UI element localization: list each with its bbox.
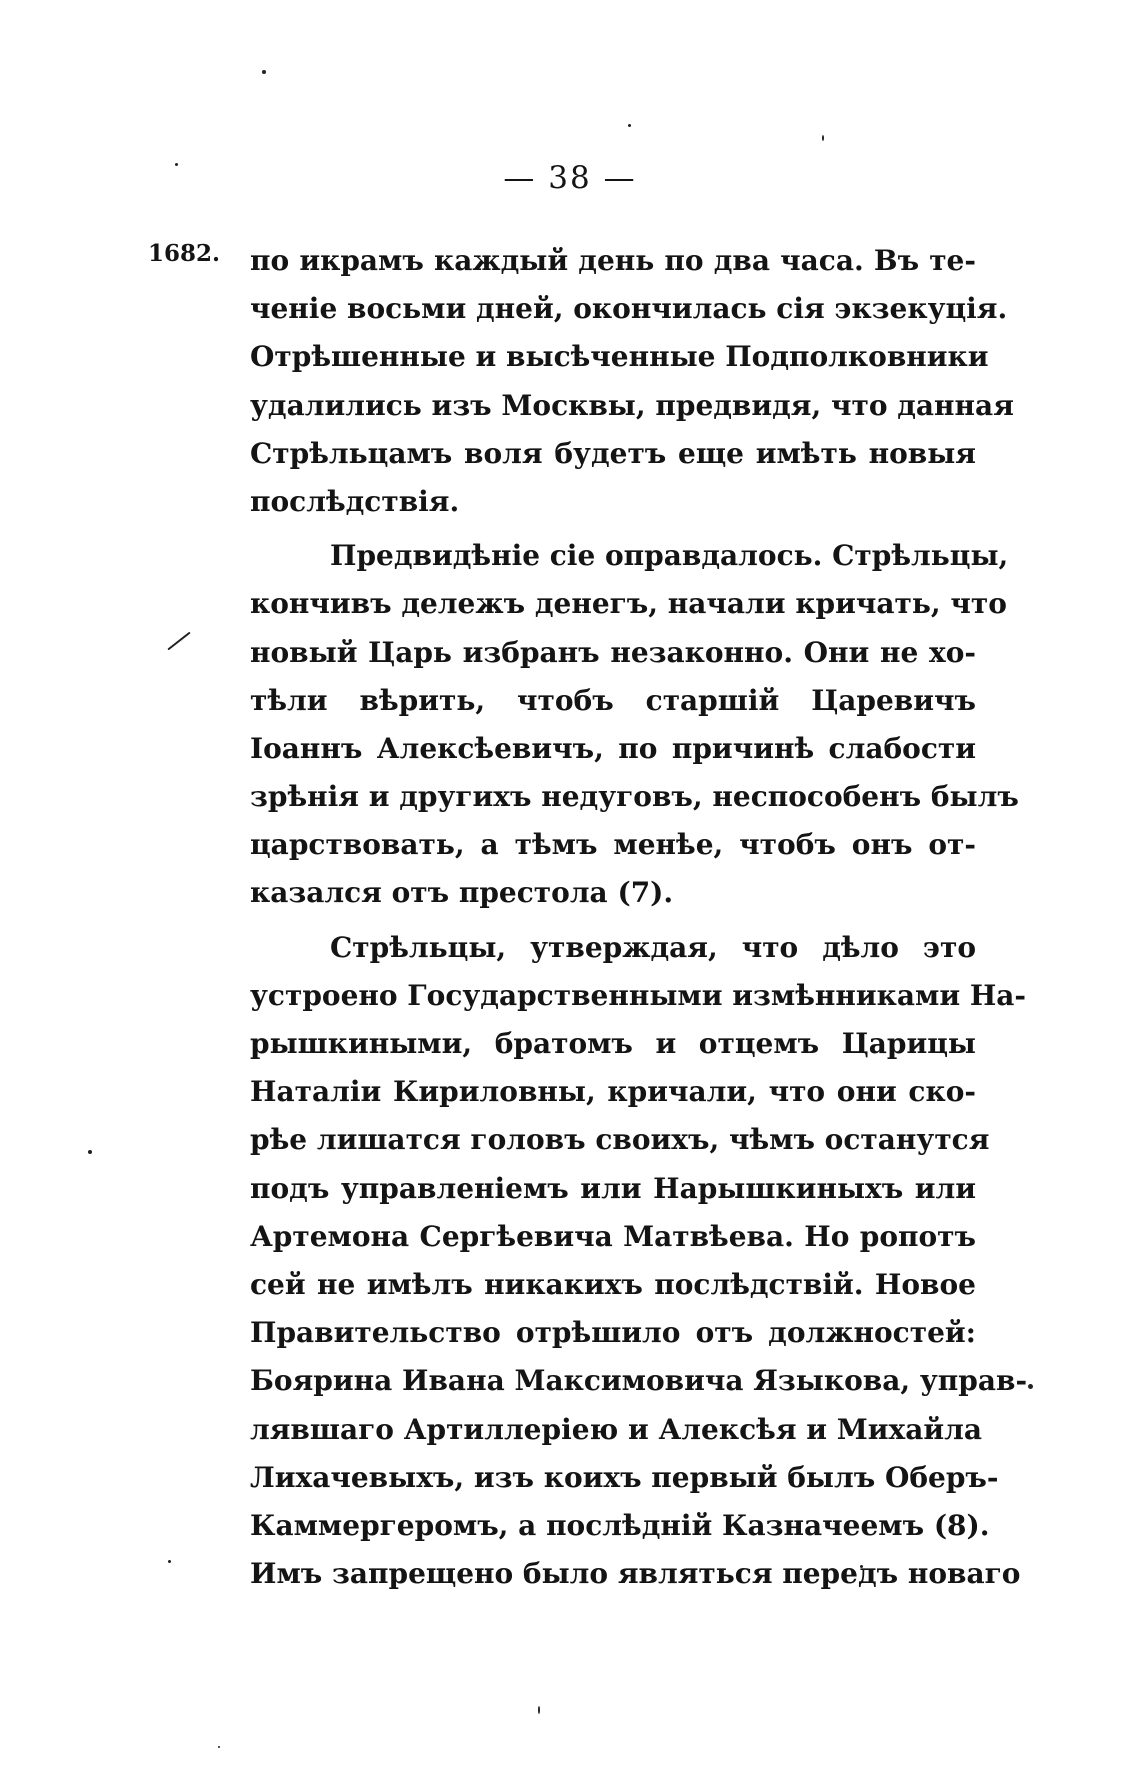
scan-speck <box>538 1706 540 1714</box>
paragraph-2 <box>250 532 1019 918</box>
text-line: подъ управленіемъ или Нарышкиныхъ или <box>250 1171 976 1205</box>
text-line: устроено Государственными измѣнниками На- <box>250 978 1027 1012</box>
text-line: Правительство отрѣшило отъ должностей: <box>250 1316 976 1350</box>
text-line: зрѣнія и другихъ недуговъ, неспособенъ былъ <box>250 780 1019 814</box>
text-line: Наталіи Кириловны, кричали, что они ско- <box>250 1075 976 1109</box>
body-text <box>250 237 1028 1598</box>
scan-speck <box>262 70 266 74</box>
text-line: Лихачевыхъ, изъ коихъ первый былъ Оберъ- <box>250 1460 999 1494</box>
text-line: сей не имѣлъ никакихъ послѣдствій. Новое <box>250 1267 976 1301</box>
text-line: ченіе восьми дней, окончилась сія экзекуція. <box>250 292 1008 326</box>
text-line: рѣе лишатся головъ своихъ, чѣмъ останутся <box>250 1123 990 1157</box>
text-line: послѣдствія. <box>250 484 460 518</box>
text-line: Іоаннъ Алексѣевичъ, по причинѣ слабости <box>250 731 976 765</box>
text-line: Отрѣшенные и высѣченные Подполковники <box>250 340 989 374</box>
text-line: кончивъ дележъ денегъ, начали кричать, что <box>250 587 1007 621</box>
text-line: Имъ запрещено было являться передъ новаго <box>250 1557 1021 1591</box>
text-line: тѣли вѣрить, чтобъ старшій Царевичъ <box>250 683 976 717</box>
scan-speck <box>1028 1384 1033 1389</box>
text-line: удалились изъ Москвы, предвидя, что данная <box>250 388 1014 422</box>
paragraph-3 <box>250 924 1028 1599</box>
text-line: рышкиными, братомъ и отцемъ Царицы <box>250 1027 976 1060</box>
paragraph-1 <box>250 237 1014 526</box>
page-number: — 38 — <box>503 160 637 196</box>
scan-speck <box>88 1150 92 1154</box>
scan-speck <box>218 1746 220 1748</box>
margin-year-note: 1682. <box>148 240 221 267</box>
text-line: Боярина Ивана Максимовича Языкова, управ- <box>250 1364 1028 1398</box>
text-line: лявшаго Артиллеріею и Алексѣя и Михайла <box>250 1412 983 1446</box>
text-line: Артемона Сергѣевича Матвѣева. Но ропотъ <box>250 1219 976 1253</box>
text-line: Стрѣльцамъ воля будетъ еще имѣть новыя <box>250 436 976 470</box>
text-line: новый Царь избранъ незаконно. Они не хо- <box>250 635 976 669</box>
scan-mark <box>167 632 190 651</box>
text-line: Стрѣльцы, утверждая, что дѣло это <box>330 930 976 964</box>
scan-speck <box>628 124 631 127</box>
text-line: царствовать, а тѣмъ менѣе, чтобъ онъ от- <box>250 828 976 862</box>
text-line: Каммергеромъ, а послѣдній Казначеемъ (8). <box>250 1508 990 1542</box>
text-line: казался отъ престола (7). <box>250 876 674 910</box>
text-line: Предвидѣніе сіе оправдалось. Стрѣльцы, <box>330 539 1009 573</box>
text-line: по икрамъ каждый день по два часа. Въ те- <box>250 244 976 277</box>
scan-speck <box>168 1560 171 1563</box>
scan-speck <box>822 135 824 141</box>
